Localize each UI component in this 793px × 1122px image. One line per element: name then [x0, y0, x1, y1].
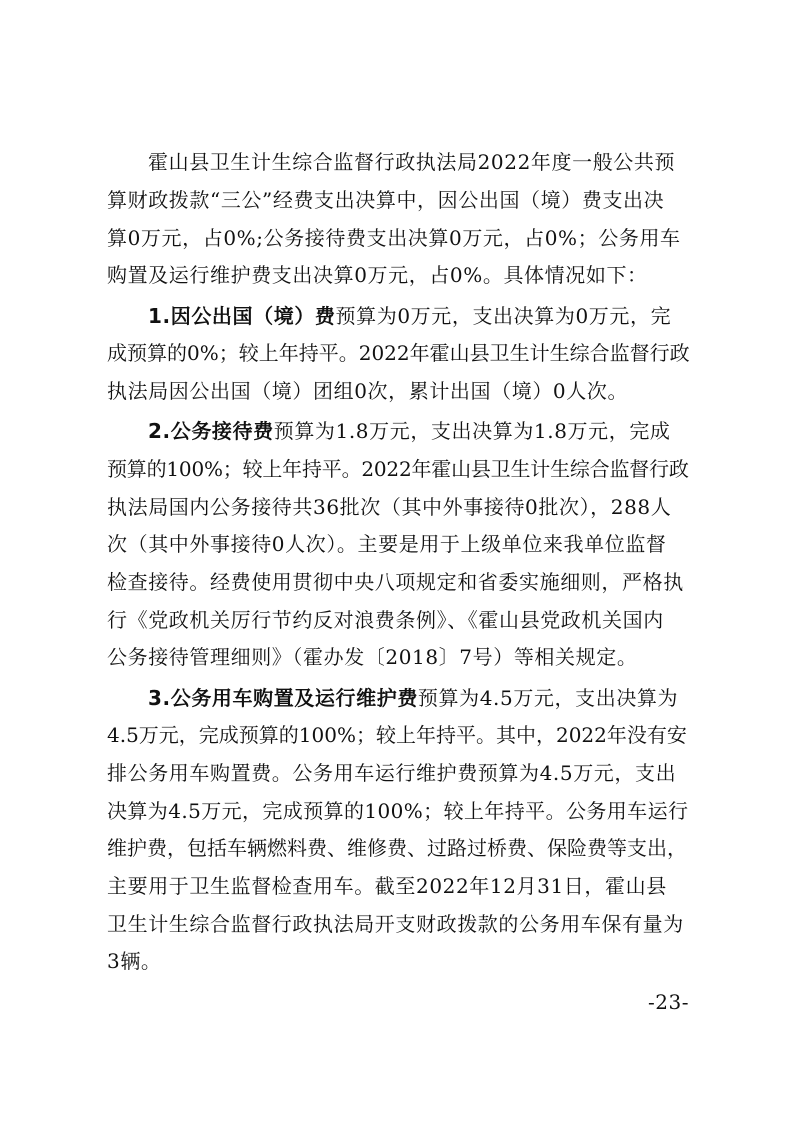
- paragraph-4-line-4: 决算为4.5万元，完成预算的100%；较上年持平。公务用车运行: [107, 799, 689, 823]
- paragraph-1-line-1: 霍山县卫生计生综合监督行政执法局2022年度一般公共预: [148, 150, 676, 174]
- paragraph-3-line-7: 公务接待管理细则》（霍办发〔2018〕7号）等相关规定。: [107, 645, 638, 669]
- paragraph-4-text: 预算为4.5万元，支出决算为: [417, 686, 679, 710]
- paragraph-3-heading: 2.公务接待费: [148, 419, 274, 443]
- paragraph-3-text: 预算为1.8万元，支出决算为1.8万元，完成: [273, 419, 671, 443]
- paragraph-4-line-8: 3辆。: [107, 949, 162, 973]
- paragraph-1-line-4: 购置及运行维护费支出决算0万元，占0%。具体情况如下：: [107, 263, 648, 287]
- paragraph-3-line-1: [148, 419, 671, 443]
- paragraph-3-line-5: 检查接待。经费使用贯彻中央八项规定和省委实施细则，严格执: [107, 570, 684, 594]
- paragraph-2-text: 预算为0万元，支出决算为0万元，完: [335, 304, 672, 328]
- paragraph-2-line-2: 成预算的0%；较上年持平。2022年霍山县卫生计生综合监督行政: [107, 341, 690, 365]
- paragraph-4-line-1: [148, 686, 678, 710]
- paragraph-4-line-6: 主要用于卫生监督检查用车。截至2022年12月31日，霍山县: [107, 874, 667, 898]
- paragraph-3-line-3: 执法局国内公务接待共36批次（其中外事接待0批次），288人: [107, 495, 672, 519]
- paragraph-3-line-6: 行《党政机关厉行节约反对浪费条例》、《霍山县党政机关国内: [107, 608, 664, 632]
- paragraph-4-line-7: 卫生计生综合监督行政执法局开支财政拨款的公务用车保有量为: [107, 912, 684, 936]
- paragraph-1-line-2: 算财政拨款“三公”经费支出决算中，因公出国（境）费支出决: [107, 188, 665, 212]
- paragraph-4-line-5: 维护费，包括车辆燃料费、维修费、过路过桥费、保险费等支出，: [107, 836, 687, 860]
- paragraph-2-line-1: [148, 304, 671, 328]
- paragraph-4-line-2: 4.5万元，完成预算的100%；较上年持平。其中，2022年没有安: [107, 723, 687, 747]
- paragraph-2-heading: 1.因公出国（境）费: [148, 304, 336, 328]
- paragraph-1-line-3: 算0万元，占0%;公务接待费支出决算0万元，占0%；公务用车: [107, 226, 681, 250]
- paragraph-3-line-4: 次（其中外事接待0人次）。主要是用于上级单位来我单位监督: [107, 532, 667, 556]
- page-number: -23-: [648, 990, 689, 1014]
- paragraph-3-line-2: 预算的100%；较上年持平。2022年霍山县卫生计生综合监督行政: [107, 457, 689, 481]
- paragraph-4-line-3: 排公务用车购置费。公务用车运行维护费预算为4.5万元，支出: [107, 761, 677, 785]
- paragraph-4-heading: 3.公务用车购置及运行维护费: [148, 686, 418, 710]
- paragraph-2-line-3: 执法局因公出国（境）团组0次，累计出国（境）0人次。: [107, 379, 629, 403]
